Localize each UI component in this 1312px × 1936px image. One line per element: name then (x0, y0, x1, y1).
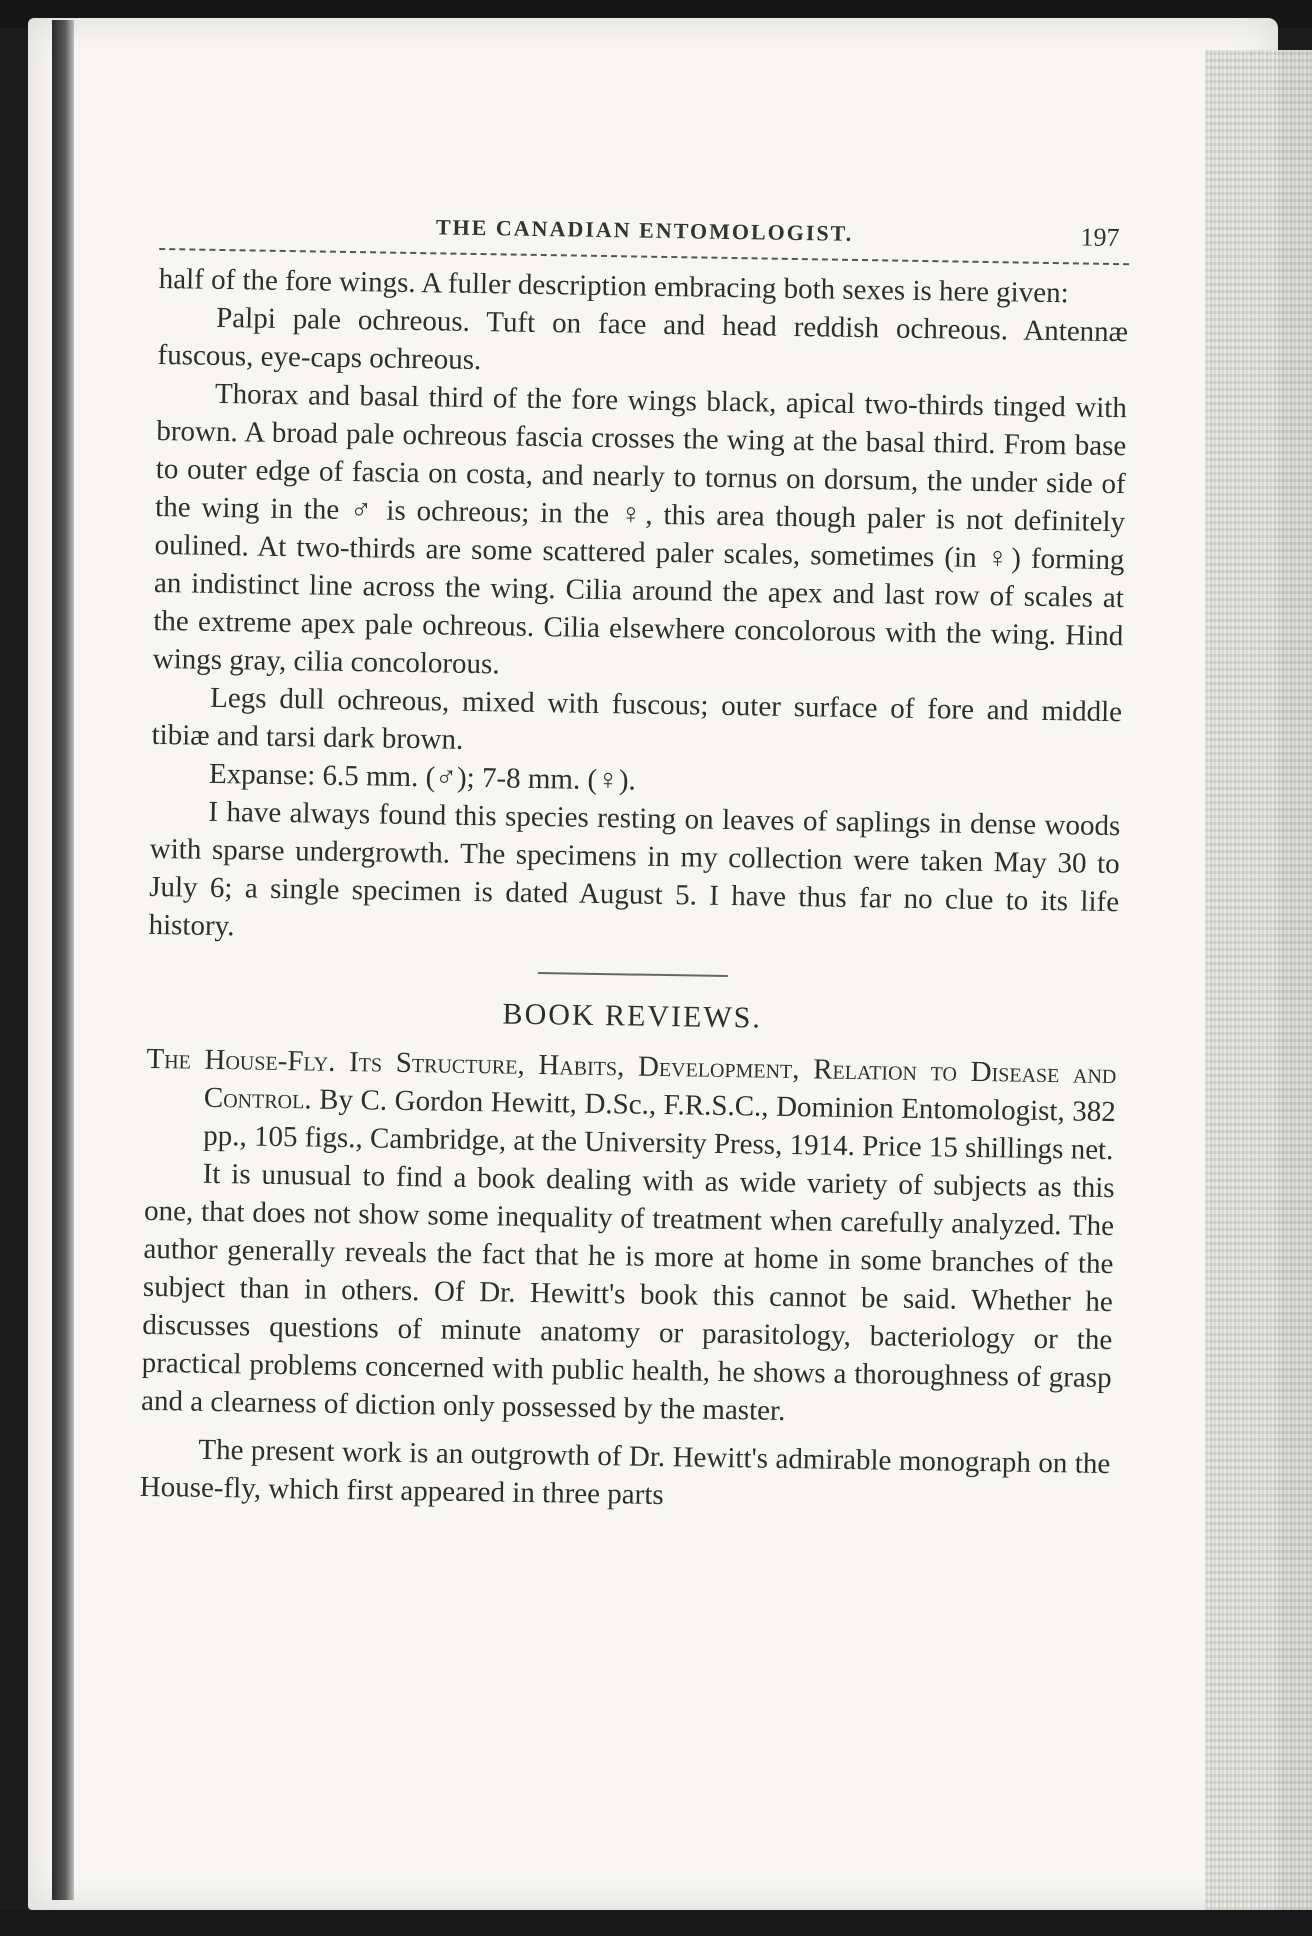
section-divider (538, 972, 728, 977)
book-reviews-heading: BOOK REVIEWS. (502, 997, 763, 1035)
book-gutter (52, 20, 74, 1900)
review-paragraph-1: It is unusual to find a book dealing with as wide variety of subjects as this one, that does not show some inequality of treatment when carefully analyzed. The author generally reveals the fact that he is more at home in some branches of the subject than in others. Of Dr. Hewitt's book this cannot be said. Whether he discusses questions of minute anatomy or parasitology, bacteriology or the practical problems concerned with public health, he shows a thoroughness of grasp and a clearness of diction only possessed by the master. (140, 1157, 1115, 1427)
running-title: THE CANADIAN ENTOMOLOGIST. (435, 214, 854, 246)
paragraph-legs: Legs dull ochreous, mixed with fuscous; outer surface of fore and middle tibiæ and tarsi dark brown. (151, 681, 1123, 756)
paragraph-habitat: I have always found this species resting on leaves of saplings in dense woods with sparse undergrowth. The specimens in my collection were taken May 30 to July 6; a single specimen is dated August 5. I have thus far no clue to its life history. (148, 795, 1121, 943)
paragraph-expanse: Expanse: 6.5 mm. (♂); 7-8 mm. (♀). (208, 757, 637, 797)
page-content (139, 200, 1129, 1521)
paragraph-palpi: Palpi pale ochreous. Tuft on face and head reddish ochreous. Antennæ fuscous, eye-caps ochreous. (157, 301, 1129, 377)
paragraph-continuation: half of the fore wings. A fuller description embracing both sexes is here given: (158, 262, 1069, 310)
review-paragraph-2: The present work is an outgrowth of Dr. Hewitt's admirable monograph on the House-fly, which first appeared in three parts (139, 1433, 1111, 1512)
citation-title: The House-Fly. Its Structure, Habits, Development, Relation to Disease and Control. (146, 1042, 1117, 1116)
page-number: 197 (1080, 222, 1120, 253)
paragraph-thorax: Thorax and basal third of the fore wings black, apical two-thirds tinged with brown. A broad pale ochreous fascia crosses the wing at the basal third. From base to outer edge of fascia on costa, and nearly to tornus on dorsum, the under side of the wing in the ♂ is ochreous; in the ♀, this area though paler is not definitely oulined. At two-thirds are some scattered paler scales, sometimes (in ♀) forming an indistinct line across the wing. Cilia around the apex and last row of scales at the extreme apex pale ochreous. Cilia elsewhere concolorous with the wing. Hind wings gray, cilia concolorous. (152, 377, 1128, 681)
page-edges-texture (1205, 50, 1312, 1910)
citation-details: By C. Gordon Hewitt, D.Sc., F.R.S.C., Dominion Entomologist, 382 pp., 105 figs., Cambridge, at the University Press, 1914. Price 15 shillings net. (203, 1083, 1117, 1167)
scan-bottom-border (0, 1910, 1312, 1936)
book-citation (145, 1040, 1117, 1169)
